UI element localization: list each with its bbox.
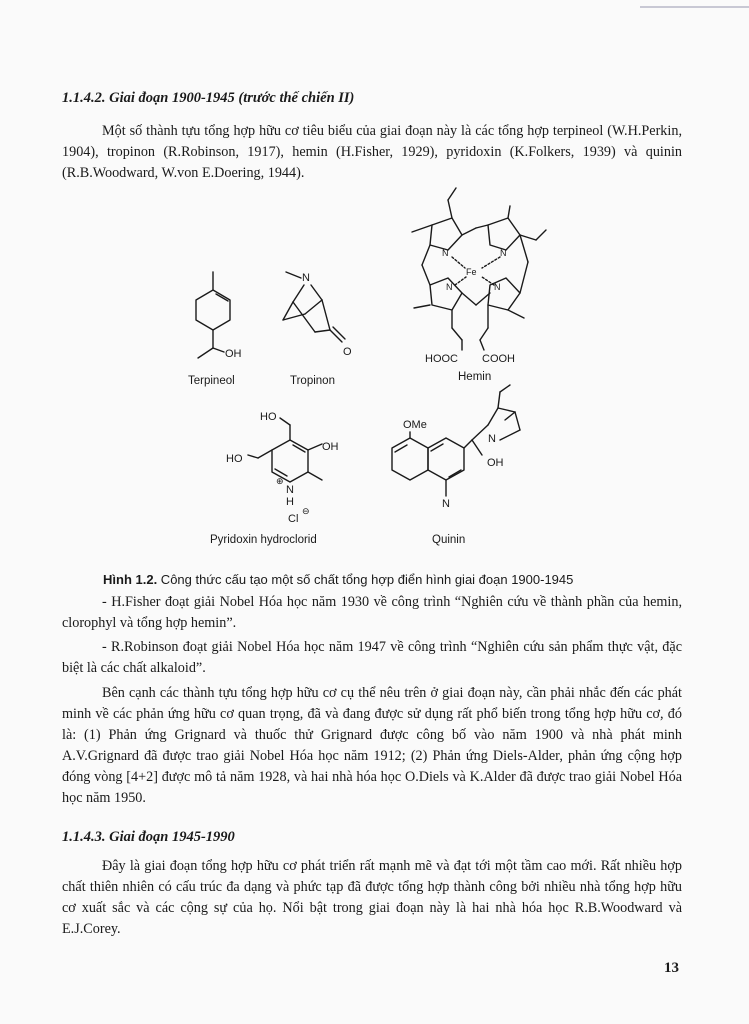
fisher-nobel-paragraph: - H.Fisher đoạt giải Nobel Hóa học năm 1930 về công trình “Nghiên cứu về thành phần của hemin, clorophyl và tổng hợp hemin”. [62,594,682,631]
tropinon-o: O [343,346,352,358]
terpineol-oh: OH [225,348,242,360]
pyridoxin-minus: ⊖ [302,506,310,516]
page-number: 13 [664,960,679,976]
quinin-n2: N [488,433,496,445]
pyridoxin-cl: Cl [288,513,299,525]
pyridoxin-ho-top: HO [260,411,277,423]
hemin-n4: N [494,282,501,292]
hemin-n3: N [446,282,453,292]
hemin-hooc: HOOC [425,353,458,365]
terpineol-label: Terpineol [188,375,235,387]
pyridoxin-oh: OH [322,441,339,453]
hemin-n2: N [500,248,507,258]
figure-caption-number: Hình 1.2. [103,572,158,587]
intro-paragraph: Một số thành tựu tổng hợp hữu cơ tiêu biểu của giai đoạn này là các tổng hợp terpineol (W.H.Perkin, 1904), tropinon (R.Robinson, 1917), hemin (H.Fisher, 1929), pyridoxin (K.Folkers, 1939) và quinin (R.B.Woodward, W.von E.Doering, 1944). [62,123,682,181]
modern-era-paragraph: Đây là giai đoạn tổng hợp hữu cơ phát triển rất mạnh mẽ và đạt tới một tầm cao mới. Rất nhiều hợp chất thiên nhiên có cấu trúc đa dạng và phức tạp đã được tổng hợp thành công bởi nhiều nhà tổng hợp hữu cơ xuất sắc và các cộng sự của họ. Nổi bật trong giai đoạn này là hai nhà hóa học R.B.Woodward và E.J.Corey. [62,858,682,937]
tropinon-label: Tropinon [290,375,335,387]
terpineol-structure [188,272,242,387]
pyridoxin-label: Pyridoxin hydroclorid [210,534,317,546]
quinin-oh: OH [487,457,504,469]
pyridoxin-structure [210,411,339,546]
pyridoxin-ho-left: HO [226,453,243,465]
section-heading-1900-1945: 1.1.4.2. Giai đoạn 1900-1945 (trước thế chiến II) [62,90,355,106]
pyridoxin-plus: ⊕ [276,476,284,486]
hemin-structure [412,188,546,383]
hemin-n1: N [442,248,449,258]
pyridoxin-h: H [286,496,294,508]
robinson-nobel-paragraph: - R.Robinson đoạt giải Nobel Hóa học năm 1947 về công trình “Nghiên cứu sản phẩm thực vật, đặc biệt là các chất alkaloid”. [62,639,682,676]
quinin-structure [392,385,520,546]
tropinon-n: N [302,272,310,284]
quinin-ome: OMe [403,419,427,431]
section-heading-1945-1990: 1.1.4.3. Giai đoạn 1945-1990 [62,829,235,845]
quinin-n1: N [442,498,450,510]
reactions-paragraph: Bên cạnh các thành tựu tổng hợp hữu cơ cụ thể nêu trên ở giai đoạn này, cần phải nhắc đến các phát minh về các phản ứng hữu cơ quan trọng, đã và đang được sử dụng rất phổ biến trong tổng hợp hữu cơ, đó là: (1) Phản ứng Grignard và thuốc thử Grignard được công bố vào năm 1900 và nhà phát minh A.V.Grignard đã được trao giải Nobel Hóa học năm 1912; (2) Phản ứng Diels-Alder, phản ứng cộng hợp đóng vòng [4+2] được mô tả năm 1928, và hai nhà hóa học O.Diels và K.Alder đã được trao giải Nobel Hóa học năm 1950. [62,685,682,806]
quinin-label: Quinin [432,534,466,546]
figure-caption [103,572,573,587]
figure-caption-text: Công thức cấu tạo một số chất tổng hợp điển hình giai đoạn 1900-1945 [157,572,574,587]
tropinon-structure [283,272,352,387]
hemin-fe: Fe [466,267,477,277]
hemin-label: Hemin [458,371,492,383]
pyridoxin-n: N [286,484,294,496]
hemin-cooh: COOH [482,353,515,365]
